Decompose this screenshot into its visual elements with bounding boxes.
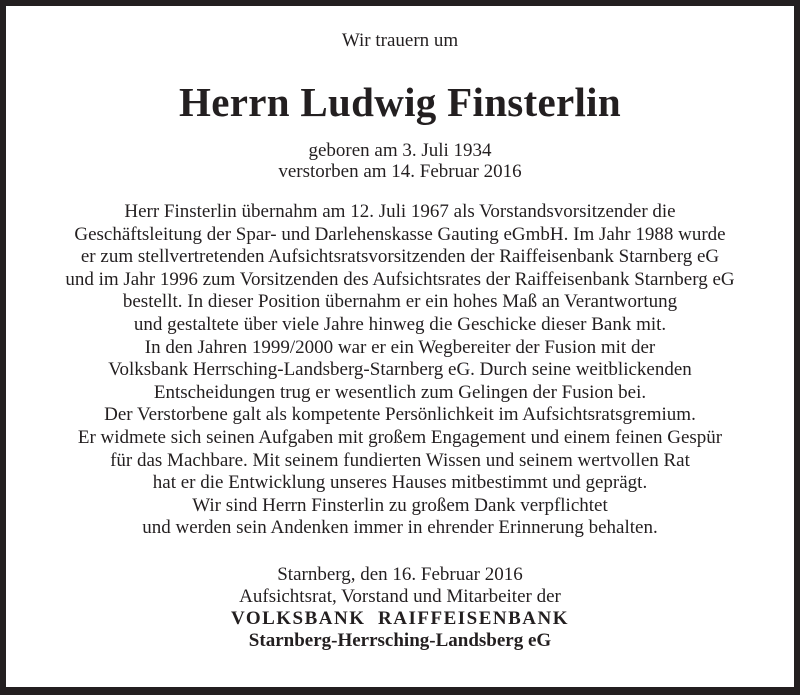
body-line: und im Jahr 1996 zum Vorsitzenden des Aufsichtsrates der Raiffeisenbank Starnberg eG <box>65 268 735 290</box>
body-line: bestellt. In dieser Position übernahm er ein hohes Maß an Verantwortung <box>122 291 678 313</box>
deceased-name: Herrn Ludwig Finsterlin <box>179 79 621 125</box>
bank-region: Starnberg-Herrsching-Landsberg eG <box>248 630 552 651</box>
signatories: Aufsichtsrat, Vorstand und Mitarbeiter der <box>239 586 561 607</box>
body-line: Der Verstorbene galt als kompetente Persönlichkeit im Aufsichtsratsgremium. <box>104 404 696 426</box>
body-line: Volksbank Herrsching-Landsberg-Starnberg eG. Durch seine weitblickenden <box>108 359 692 381</box>
place-date: Starnberg, den 16. Februar 2016 <box>277 564 523 585</box>
body-line: Geschäftsleitung der Spar- und Darlehenskasse Gauting eGmbH. Im Jahr 1988 wurde <box>74 223 726 245</box>
death-date: verstorben am 14. Februar 2016 <box>278 161 522 182</box>
life-dates <box>6 140 794 182</box>
body-line: In den Jahren 1999/2000 war er ein Wegbereiter der Fusion mit der <box>144 336 656 358</box>
body-line: Herr Finsterlin übernahm am 12. Juli 1967 als Vorstandsvorsitzender die <box>124 201 676 222</box>
obituary-body <box>6 201 794 540</box>
obituary-notice <box>6 6 794 687</box>
bank-name: VOLKSBANK RAIFFEISENBANK <box>230 608 569 629</box>
body-line: Entscheidungen trug er wesentlich zum Gelingen der Fusion bei. <box>153 381 647 403</box>
closing-block <box>6 564 794 652</box>
body-line: Er widmete sich seinen Aufgaben mit großem Engagement und einem feinen Gespür <box>77 426 723 448</box>
body-line: hat er die Entwicklung unseres Hauses mitbestimmt und geprägt. <box>152 472 648 494</box>
body-line: und gestaltete über viele Jahre hinweg die Geschicke dieser Bank mit. <box>133 313 667 335</box>
body-line: und werden sein Andenken immer in ehrender Erinnerung behalten. <box>142 517 658 539</box>
birth-date: geboren am 3. Juli 1934 <box>308 140 492 161</box>
body-line: Wir sind Herrn Finsterlin zu großem Dank verpflichtet <box>192 494 608 516</box>
body-line: für das Machbare. Mit seinem fundierten Wissen und seinem wertvollen Rat <box>110 449 690 471</box>
intro-text: Wir trauern um <box>341 30 459 51</box>
body-line: er zum stellvertretenden Aufsichtsratsvorsitzenden der Raiffeisenbank Starnberg eG <box>80 246 720 268</box>
